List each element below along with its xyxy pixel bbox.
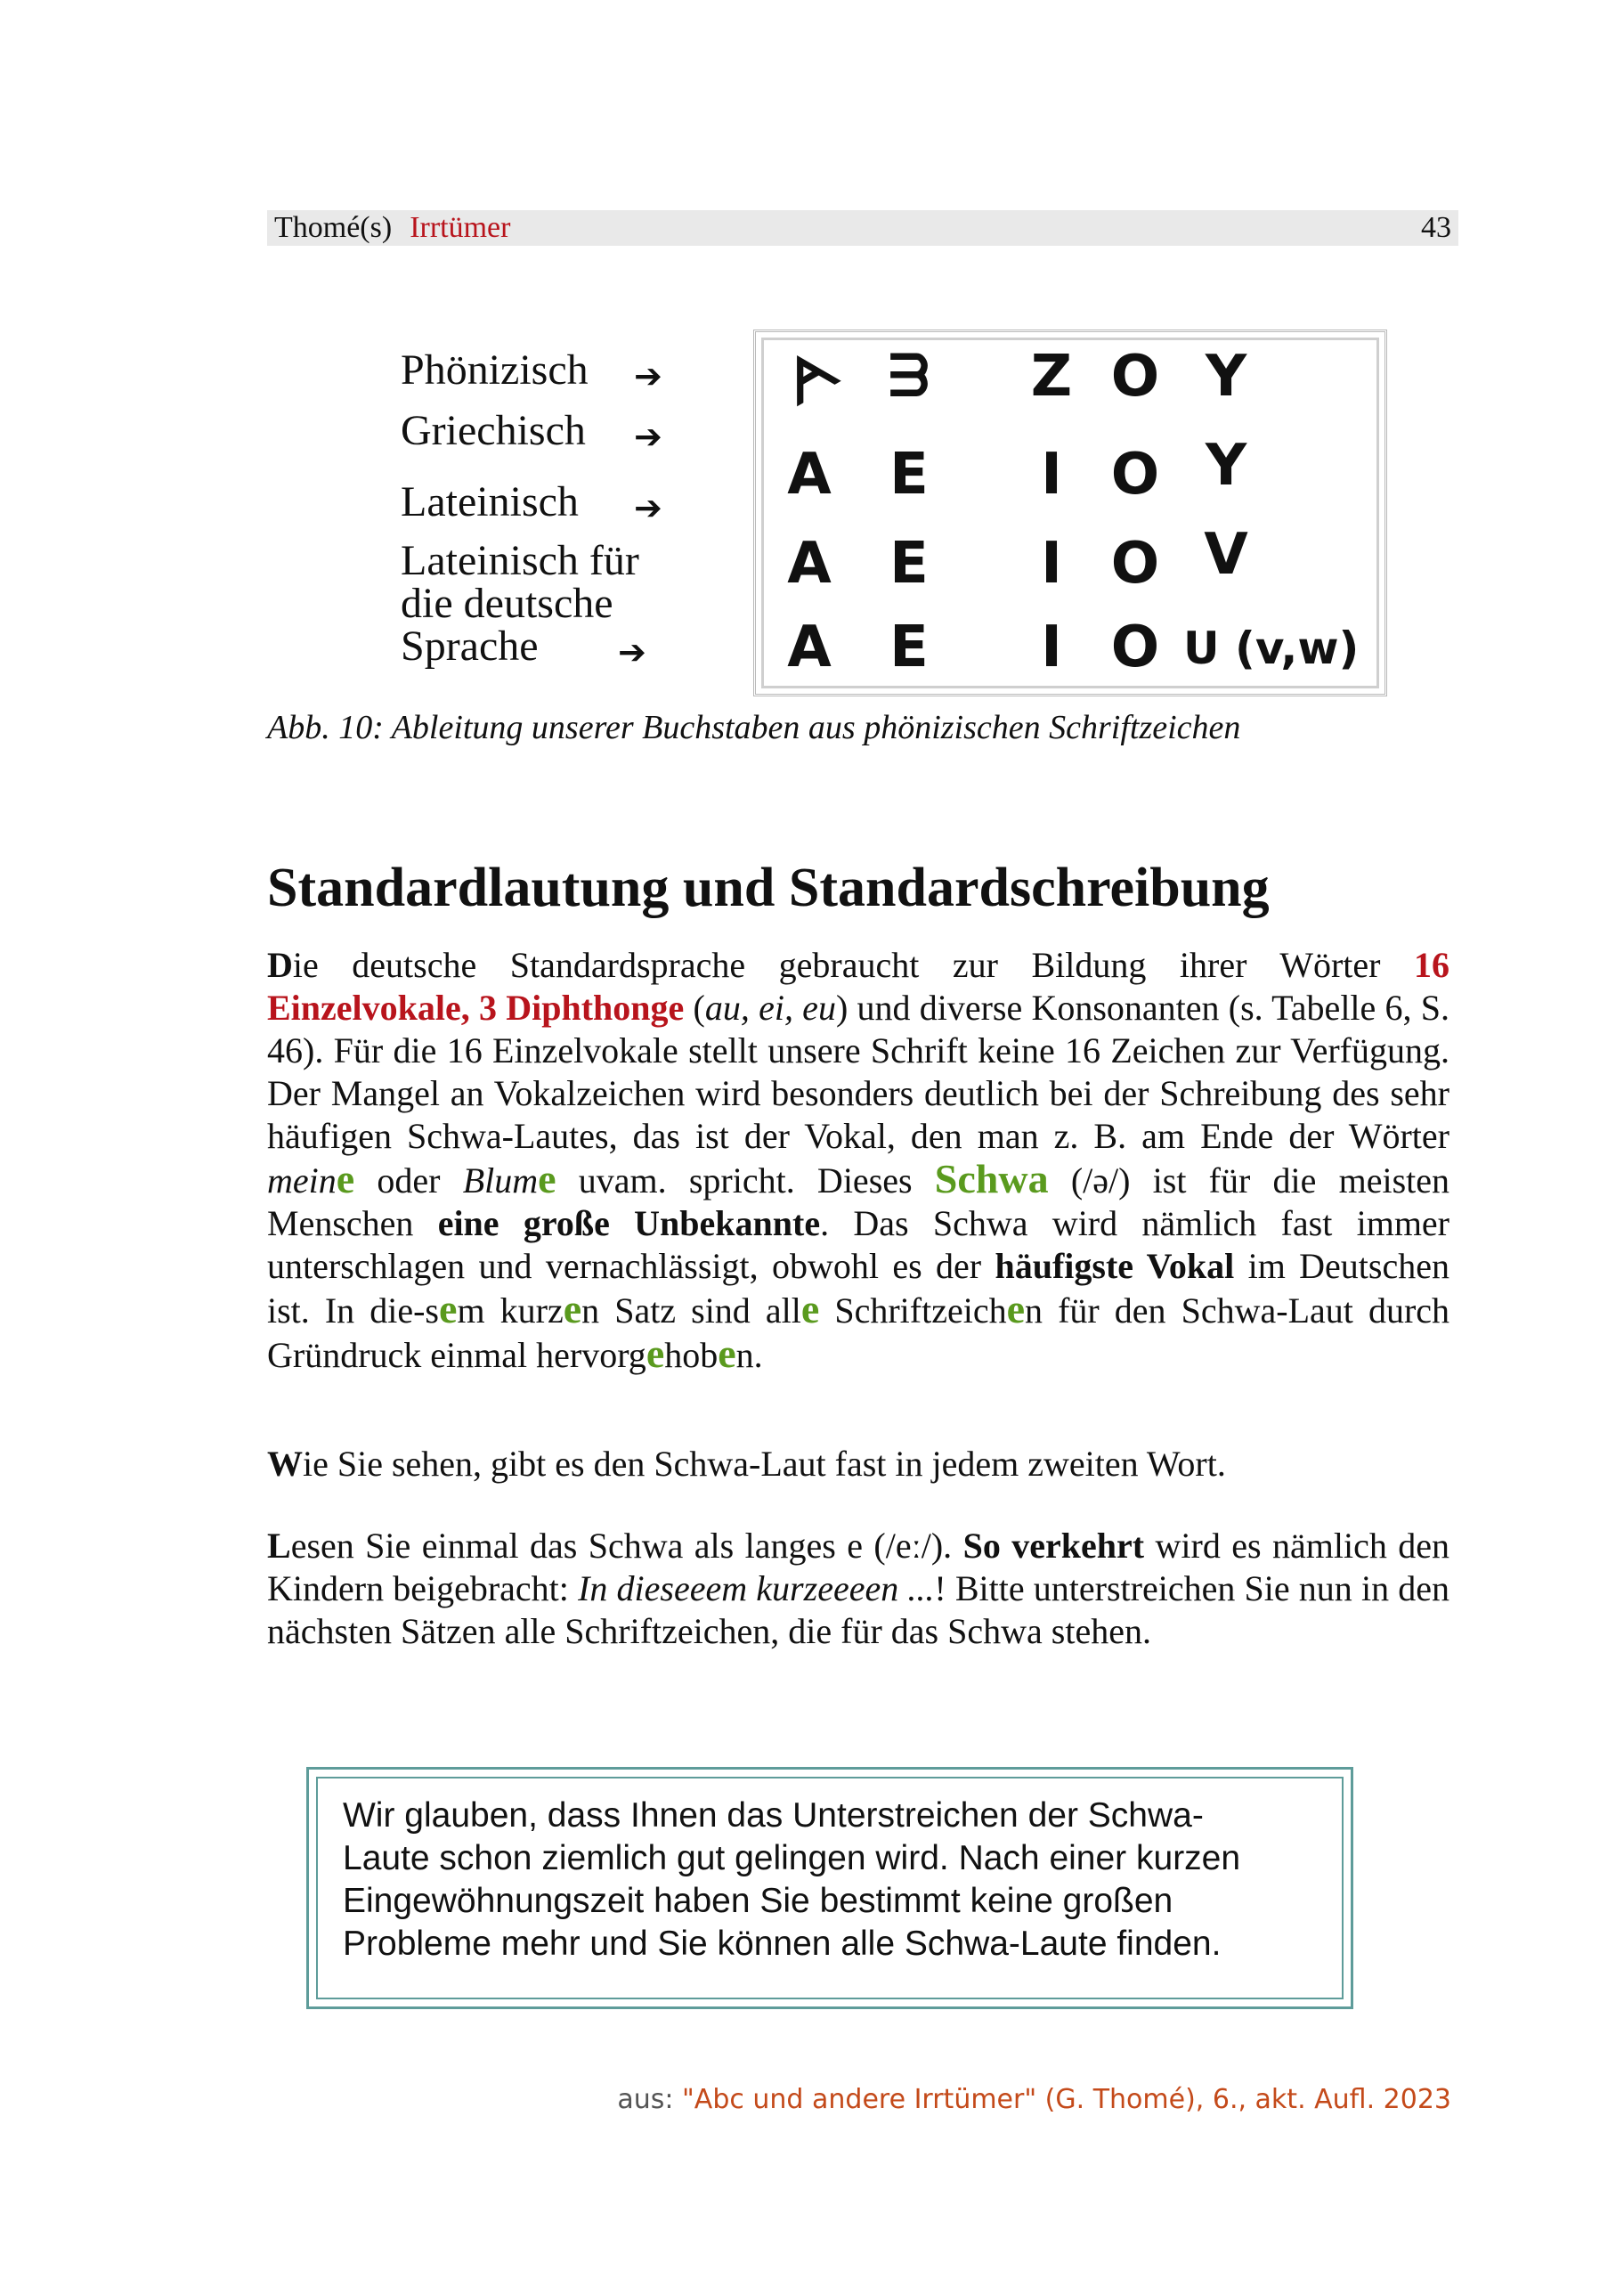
text-run: hob: [664, 1335, 719, 1375]
latin-o-glyph: O: [1110, 531, 1160, 597]
text-bold: häufigste Vokal: [995, 1246, 1235, 1286]
header-author: Thomé(s): [274, 211, 393, 244]
note-line: Probleme mehr und Sie können alle Schwa-Laute finden.: [343, 1925, 1222, 1963]
phoenician-ayin-glyph: O: [1110, 344, 1160, 410]
latin-a-glyph: A: [787, 531, 832, 597]
text-italic: In dieseeem kurzeeeen ...: [578, 1568, 935, 1608]
text-run: m kurz: [457, 1290, 564, 1331]
greek-iota-glyph: I: [1041, 442, 1062, 508]
schwa-letter: e: [563, 1286, 582, 1331]
phoenician-waw-glyph: Y: [1205, 344, 1247, 410]
arrow-icon: ➔: [634, 488, 662, 527]
latin-e-glyph: E: [889, 531, 929, 597]
figure-caption: Abb. 10: Ableitung unserer Buchstaben aus phönizischen Schriftzeichen: [267, 709, 1241, 746]
text-run: esen Sie einmal das Schwa als langes e (/eː/).: [290, 1526, 963, 1566]
header-title: [274, 210, 510, 246]
label-latin-german-1: Lateinisch für: [401, 537, 639, 584]
latin-v-glyph: V: [1204, 522, 1248, 588]
running-header: [267, 210, 1458, 246]
schwa-letter: e: [646, 1331, 665, 1376]
text-run: ie Sie sehen, gibt es den Schwa-Laut fast in jedem zweiten Wort.: [303, 1444, 1226, 1484]
german-i-glyph: I: [1041, 615, 1062, 680]
latin-i-glyph: I: [1041, 531, 1062, 597]
text-run: wird es nämlich den Kindern beigebracht:: [267, 1526, 1449, 1608]
german-u-glyph: U (v,w): [1183, 623, 1360, 674]
label-phoenician: Phönizisch: [401, 346, 589, 394]
note-text: [343, 1795, 1304, 1966]
text-run: ) und diverse Konsonanten (s. Tabelle 6, S. 46). Für die 16 Einzelvokale stellt unsere Schrift keine 16 Zeichen zur Verfügung. Der Mangel an Vokalzeichen wird besonders deutlich bei der Schreibung des sehr häufigen Schwa-Lautes, das ist der Vokal, den man z. B. am Ende der Wörter: [267, 988, 1449, 1156]
text-italic: mein: [267, 1160, 337, 1201]
text-run: ie deutsche Standardsprache gebraucht zur Bildung ihrer Wörter: [292, 945, 1414, 985]
page-number: 43: [1421, 211, 1451, 244]
schwa-word: Schwa: [934, 1156, 1049, 1201]
section-title: Standardlautung und Standardschreibung: [267, 858, 1270, 918]
text-run: n.: [735, 1335, 763, 1375]
label-greek: Griechisch: [401, 407, 586, 454]
arrow-icon: ➔: [634, 417, 662, 456]
source-label: aus:: [617, 2084, 674, 2115]
phoenician-he-glyph: ᗴ: [888, 344, 930, 410]
source-citation: [617, 2084, 1451, 2115]
note-box: [306, 1767, 1353, 2009]
text-bold: eine große Unbekannte: [437, 1203, 821, 1243]
note-line: Wir glauben, dass Ihnen das Unterstreichen der Schwa-: [343, 1796, 1204, 1835]
text-run: n Satz sind all: [581, 1290, 801, 1331]
text-run: uvam. spricht. Dieses: [556, 1160, 935, 1201]
text-italic: au, ei, eu: [704, 988, 836, 1028]
schwa-letter: e: [800, 1286, 820, 1331]
note-line: Laute schon ziemlich gut gelingen wird. Nach einer kurzen: [343, 1839, 1241, 1877]
paragraph-1: [267, 944, 1449, 1377]
greek-epsilon-glyph: E: [889, 442, 929, 508]
greek-upsilon-glyph: Y: [1205, 433, 1247, 499]
german-a-glyph: A: [787, 615, 832, 680]
schwa-letter: e: [538, 1156, 556, 1201]
schwa-letter: e: [718, 1331, 736, 1376]
schwa-letter: e: [336, 1156, 355, 1201]
drop-letter: W: [267, 1444, 303, 1484]
drop-letter: L: [267, 1526, 291, 1566]
phoenician-aleph-glyph: ᗅ: [769, 334, 849, 419]
paragraph-2: [267, 1443, 1449, 1485]
german-e-glyph: E: [889, 615, 929, 680]
highlight-vowels: 16 Einzelvokale, 3 Diphthonge: [267, 945, 1449, 1028]
letter-table-image: [753, 330, 1387, 696]
label-latin-german-2: die deutsche: [401, 580, 613, 627]
arrow-icon: ➔: [634, 356, 662, 395]
text-run: (: [684, 988, 705, 1028]
greek-omicron-glyph: O: [1110, 442, 1160, 508]
schwa-letter: e: [1006, 1286, 1026, 1331]
text-run: oder: [354, 1160, 463, 1201]
drop-letter: D: [267, 945, 293, 985]
text-run: ! Bitte unterstreichen Sie nun in den nächsten Sätzen alle Schriftzeichen, die für das Schwa stehen.: [267, 1568, 1449, 1651]
text-run: (/ə/) ist für die meisten Menschen: [267, 1160, 1450, 1243]
arrow-icon: ➔: [618, 632, 646, 671]
german-o-glyph: O: [1110, 615, 1160, 680]
text-run: Schriftzeich: [819, 1290, 1007, 1331]
source-reference: "Abc und andere Irrtümer" (G. Thomé), 6., akt. Aufl. 2023: [682, 2084, 1451, 2115]
label-latin-german-3: Sprache: [401, 623, 539, 670]
phoenician-zayin-glyph: Z: [1030, 344, 1073, 410]
text-italic: Blum: [462, 1160, 539, 1201]
schwa-letter: e: [439, 1286, 458, 1331]
text-bold: So verkehrt: [962, 1526, 1145, 1566]
label-latin: Lateinisch: [401, 478, 579, 525]
text-run: n für den Schwa-Laut durch Gründruck einmal hervorg: [267, 1290, 1450, 1375]
header-irrtuemer: Irrtümer: [410, 211, 511, 244]
text-run: im Deutschen ist. In die-s: [267, 1246, 1449, 1331]
text-run: . Das Schwa wird nämlich fast immer unterschlagen und vernachlässigt, obwohl es der: [267, 1203, 1450, 1286]
paragraph-3: [267, 1525, 1449, 1653]
greek-alpha-glyph: A: [787, 442, 832, 508]
note-line: Eingewöhnungszeit haben Sie bestimmt keine großen: [343, 1882, 1173, 1920]
